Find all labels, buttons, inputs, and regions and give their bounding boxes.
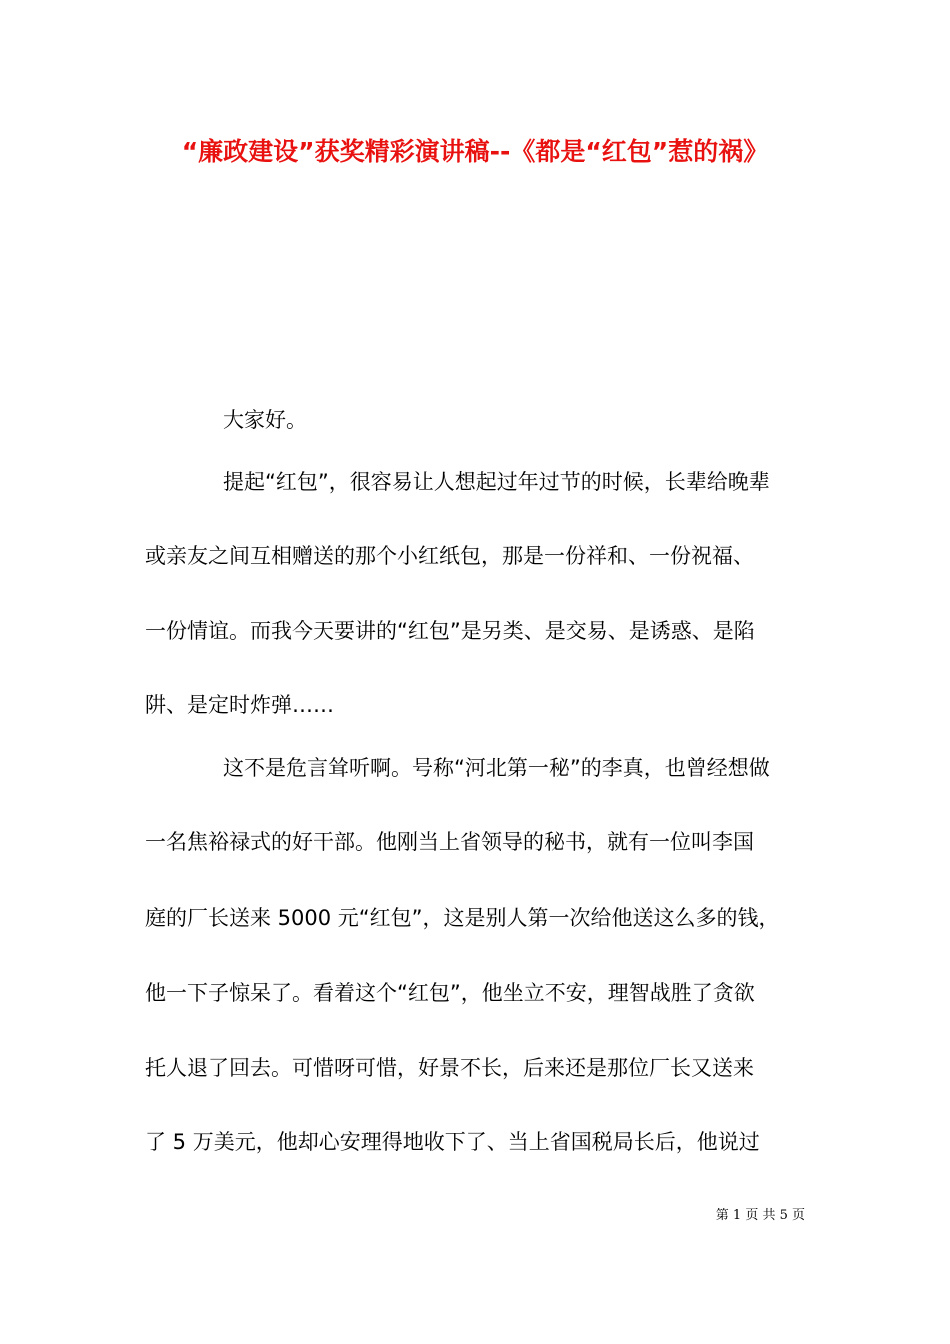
paragraph-line: 庭的厂长送来 5000 元“红包”，这是别人第一次给他送这么多的钱， — [145, 906, 780, 930]
paragraph-line: 托人退了回去。可惜呀可惜，好景不长，后来还是那位厂长又送来 — [145, 1056, 754, 1080]
page-number-footer: 第 1 页 共 5 页 — [715, 1208, 805, 1223]
paragraph-line: 了 5 万美元，他却心安理得地收下了、当上省国税局长后，他说过 — [145, 1130, 760, 1154]
paragraph-line: 他一下子惊呆了。看着这个“红包”，他坐立不安，理智战胜了贪欲 — [145, 981, 755, 1005]
paragraph-line: 提起“红包”，很容易让人想起过年过节的时候，长辈给晚辈 — [223, 470, 770, 494]
document-title: “廉政建设”获奖精彩演讲稿--《都是“红包”惹的祸》 — [181, 137, 769, 166]
paragraph-line: 或亲友之间互相赠送的那个小红纸包，那是一份祥和、一份祝福、 — [145, 544, 754, 568]
paragraph-line: 一名焦裕禄式的好干部。他刚当上省领导的秘书，就有一位叫李国 — [145, 830, 754, 854]
paragraph-line: 阱、是定时炸弹…… — [145, 693, 334, 717]
paragraph-line: 一份情谊。而我今天要讲的“红包”是另类、是交易、是诱惑、是陷 — [145, 619, 755, 643]
paragraph-line: 这不是危言耸听啊。号称“河北第一秘”的李真，也曾经想做 — [223, 756, 770, 780]
paragraph-line: 大家好。 — [223, 408, 307, 432]
